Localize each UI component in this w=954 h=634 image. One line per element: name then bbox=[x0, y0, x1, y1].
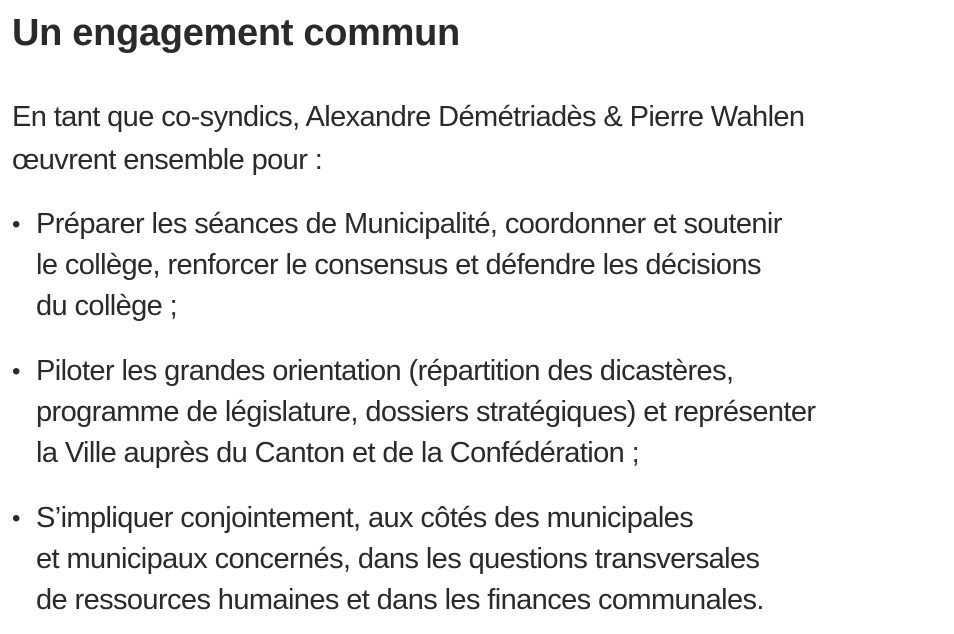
list-item-line: et municipaux concernés, dans les questions transversales bbox=[36, 543, 760, 575]
bullet-icon: • bbox=[12, 211, 20, 238]
page-title: Un engagement commun bbox=[12, 12, 460, 54]
list-item-line: programme de législature, dossiers stratégiques) et représenter bbox=[36, 396, 816, 428]
list-item bbox=[12, 351, 952, 474]
list-item-line: la Ville auprès du Canton et de la Confédération ; bbox=[36, 437, 640, 469]
bullet-icon: • bbox=[12, 358, 20, 385]
bullet-icon: • bbox=[12, 505, 20, 532]
intro-line: œuvrent ensemble pour : bbox=[12, 144, 323, 176]
list-item bbox=[12, 204, 952, 327]
list-item-line: Préparer les séances de Municipalité, coordonner et soutenir bbox=[36, 208, 782, 240]
list-item-line: du collège ; bbox=[36, 290, 178, 322]
intro-line: En tant que co-syndics, Alexandre Démétriadès & Pierre Wahlen bbox=[12, 101, 805, 133]
list-item bbox=[12, 498, 952, 621]
list-item-line: Piloter les grandes orientation (répartition des dicastères, bbox=[36, 355, 734, 387]
commitment-list bbox=[12, 204, 952, 621]
list-item-line: S’impliquer conjointement, aux côtés des municipales bbox=[36, 502, 694, 534]
intro-paragraph bbox=[12, 96, 932, 182]
list-item-line: le collège, renforcer le consensus et défendre les décisions bbox=[36, 249, 761, 281]
list-item-line: de ressources humaines et dans les finances communales. bbox=[36, 584, 764, 616]
